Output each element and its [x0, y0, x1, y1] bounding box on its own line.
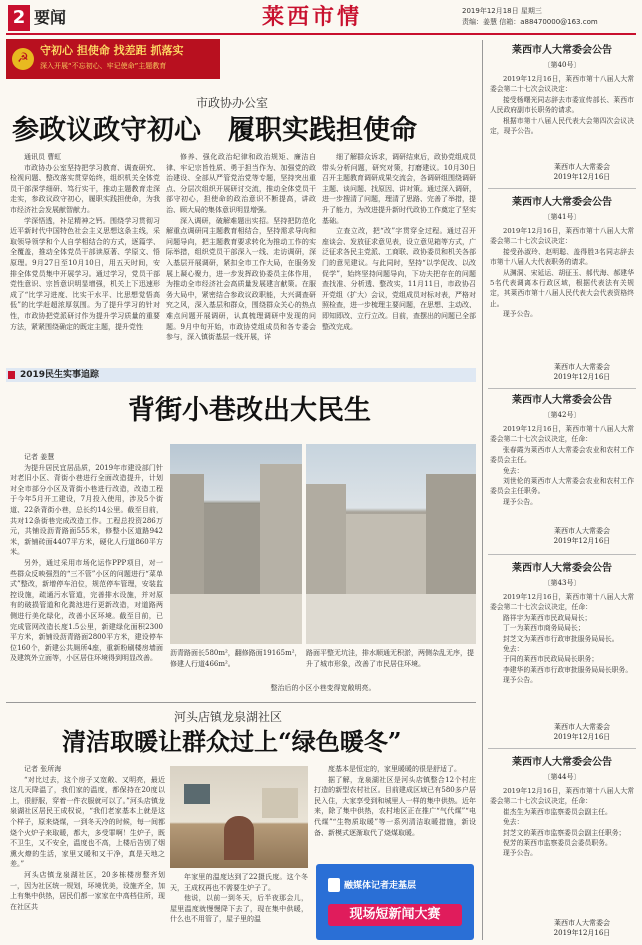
notice-date: 2019年12月16日	[553, 537, 611, 545]
banner-slogan: 守初心 担使命 找差距 抓落实	[40, 44, 184, 57]
article3-column-3	[314, 764, 476, 854]
contest-ad-line-1: 融媒体记者走基层	[344, 881, 417, 891]
notice-number: 〔第42号〕	[543, 411, 581, 419]
paragraph: 记者 张所海	[24, 765, 62, 773]
notice-44	[488, 756, 636, 942]
paragraph: 通讯员 曹虹	[24, 153, 62, 161]
paragraph: 路祥宇为莱西市民政局局长；	[503, 613, 592, 622]
notice-title: 莱西市人大常委会公告	[512, 395, 612, 406]
notice-40	[488, 44, 636, 184]
notice-title: 莱西市人大常委会公告	[512, 757, 612, 768]
paragraph: 年家里的温度达到了22摄氏度。这个冬天，王成权再也不需要生炉子了。	[170, 873, 308, 892]
paragraph: 他说，以前一到冬天，后半夜那会儿，屋里温度就慢慢降下去了，现在集中供暖，什么也不用管了，屋子里的温	[170, 894, 308, 924]
notice-signature: 莱西市人大常委会	[554, 919, 610, 927]
paragraph: 张春霞为莱西市人大常委会农业和农村工作委员会主任。	[490, 445, 634, 465]
notice-body	[490, 592, 634, 720]
notice-date: 2019年12月16日	[553, 733, 611, 741]
notice-number: 〔第40号〕	[543, 61, 581, 69]
paragraph: 从渊洞、宋延运、胡征玉、郝代海、郝建华5名代表调离本行政区域，根据代表法有关规定，其莱西市第十八届人民代表大会代表资格终止。	[490, 268, 634, 308]
newspaper-title: 莱西市情	[262, 4, 363, 30]
issue-date: 2019年12月18日 星期三	[462, 7, 542, 15]
party-emblem-icon: ☭	[12, 48, 34, 70]
notice-signature: 莱西市人大常委会	[554, 363, 610, 371]
alley-photo-2	[306, 444, 476, 644]
notice-body	[490, 786, 634, 916]
notice-separator	[488, 388, 636, 389]
paragraph: 免去：	[503, 818, 524, 827]
notice-signature: 莱西市人大常委会	[554, 163, 610, 171]
section-label: 2019民生实事追踪	[20, 370, 100, 380]
article1-column-3	[322, 152, 476, 357]
notice-42	[488, 394, 636, 548]
article1-headline: 参政议政守初心 履职实践担使命	[12, 115, 417, 146]
article1-column-1	[10, 152, 160, 357]
article2-body	[10, 452, 163, 712]
photo-caption-main: 整治后的小区小巷变得宽敞明亮。	[270, 684, 376, 692]
notice-separator	[488, 554, 636, 555]
paragraph: 免去：	[503, 645, 524, 654]
paragraph: 崔杰生为莱西市监察委员会副主任。	[503, 807, 612, 816]
notice-separator	[488, 188, 636, 189]
notice-signature: 莱西市人大常委会	[554, 527, 610, 535]
paragraph: 封芝文的莱西市监察委员会副主任职务；	[503, 828, 626, 837]
contest-ad-line-2: 现场短新闻大赛	[328, 904, 462, 926]
notice-43	[488, 562, 636, 742]
article3-column-1	[10, 764, 165, 942]
article2-headline: 背街小巷改出大民生	[128, 395, 371, 426]
paragraph: 封芝文为莱西市行政审批服务局局长。	[503, 634, 619, 643]
paragraph: 免去：	[503, 466, 524, 475]
section-name: 要闻	[34, 8, 67, 27]
notice-number: 〔第41号〕	[543, 213, 581, 221]
paragraph: 2019年12月16日，莱西市第十八届人大常委会第二十七次会议决定：	[490, 75, 634, 94]
paragraph: 根据市第十八届人民代表大会第四次会议决定，现予公告。	[490, 116, 634, 136]
paragraph: 记者 姜慧	[24, 453, 55, 461]
article-divider	[6, 702, 476, 703]
header-rule	[6, 33, 636, 35]
paragraph: 现予公告。	[503, 849, 537, 858]
paragraph: 度基本是恒定的，家里暖暖的很是舒适了。	[328, 765, 461, 773]
notice-number: 〔第44号〕	[543, 773, 581, 781]
paragraph: 接受孙淑玲、赵明聪、盖得胜3名同志辞去市第十八届人大代表职务的请求。	[490, 247, 634, 267]
paragraph: 现予公告。	[503, 310, 537, 319]
article1-column-2	[166, 152, 316, 357]
paragraph: 细了解群众诉求，调研结束后，政协党组成员带头分析问题，研究对策，打磨建议。10月30日召开主题教育调研成果交流会，各调研组围绕调研主题、谈问题、找原因、讲对策。通过深入调研，进一步搜清了问题，理清了思路、完善了举措，提升了能力，为改进提升新时代政协工作奠定了坚实基础。	[322, 153, 476, 225]
paragraph: 2019年12月16日，莱西市第十八届人大常委会第二十七次会议决定，任命：	[490, 787, 634, 806]
paragraph: 学深悟透，补足精神之钙。围绕学习贯彻习近平新时代中国特色社会主义思想这条主线，采取领导领学和个人自学相结合的方式，逐篇学、全覆盖，推动全体党员干部读原著、学原文、悟原理。9月27日至10月10日，用五天时间，安排全体党员集中开展学习。通过学习，党员干部党性意识、宗旨意识明显增强，机关上下迅速形成了“比学习进度、比实干水平、比思想觉悟高低”的比学赶超浓厚氛围。为了提升学习的针对性，市政协把党派研讨作为提升学习质量的重要方法，紧紧围绕确定的既定主题，提升党性	[10, 216, 160, 331]
notice-date: 2019年12月16日	[553, 373, 611, 381]
notice-signature: 莱西市人大常委会	[554, 723, 610, 731]
article3-kicker: 河头店镇龙泉湖社区	[174, 710, 283, 724]
article3-headline: 清洁取暖让群众过上“绿色暖冬”	[62, 727, 402, 756]
paragraph: 据了解，龙泉湖社区是河头店镇整合12个村庄打造的新型农村社区。目前建成区域已有580多户居民入住，大家享受到和城里人一样的集中供热。近年来，除了集中供热，农村地区正在推广“气代煤”“电代煤”“生物质取暖”等一系列清洁取暖措施，新设备、新模式逐渐取代了烧煤取暖。	[314, 775, 476, 837]
paragraph: 河头店镇龙泉湖社区，20多栋楼房整齐划一，因为社区统一规划，环境优美，设施齐全，加上有集中供热，居民们都一家家在中高档住所，现在社区共	[10, 870, 165, 911]
paragraph: 市政协办公室坚持把学习教育、调查研究、检视问题、整改落实贯穿始终，组织机关全体党员干部深学细研、笃行实干，推动主题教育走深走实，参政议政守初心，履职实践担使命，为我市经济社会发展献智献力。	[10, 163, 160, 214]
paragraph: 于同的莱西市民政局局长职务；	[503, 655, 599, 664]
contest-ad-icon	[328, 878, 340, 892]
resident-photo	[170, 766, 308, 868]
theme-banner	[6, 39, 220, 79]
paragraph: 立查立改，把“改”字贯穿全过程。通过召开座谈会、发放征求意见表，设立意见箱等方式，广泛征求各民主党派、工商联、政协委员和机关各部门的意见建议。与此同时，坚持“以学促改、以改促学”，始终坚持问题导向，下功夫把存在的问题查找准、分析透、整改实，11月11日，市政协召开党组（扩大）会议，党组成员对标对表，严格对照检查，进一步梳理主要问题，在思想、主动改、即知即改、立行立改。目前，查摆出的问题已全部整改完成。	[322, 227, 476, 331]
paragraph: 2019年12月16日，莱西市第十八届人大常委会第二十七次会议决定，任命：	[490, 593, 634, 612]
notice-title: 莱西市人大常委会公告	[512, 563, 612, 574]
article1-kicker: 市政协办公室	[196, 96, 269, 110]
paragraph: 丁一为莱西市商务局局长；	[503, 624, 585, 633]
article3-column-2	[170, 872, 308, 942]
notice-title: 莱西市人大常委会公告	[512, 45, 612, 56]
paragraph: 为提升居民宜居品质，2019年市建设部门针对老旧小区、背街小巷进行全面改造提升，计划对全市部分小区及背街小巷进行改造，改造工程于今年5月开工建设，7月投入使用，涉及5个街道、22条背街小巷，总长约14公里。截至目前，共对12条街巷完成改造工作。工程总投资286万元，共铺设沥青路面555米，修整小区道路942米，新铺砖面4407平方米，硬化人行道860平方米。	[10, 463, 163, 557]
notice-date: 2019年12月16日	[553, 173, 611, 181]
notice-41	[488, 196, 636, 386]
paragraph: 2019年12月16日，莱西市第十八届人大常委会第二十七次会议决定，任命：	[490, 425, 634, 444]
photo-caption-2: 路面平整无坑洼，排水顺通无积淤，两侧杂乱无序，提升了城市形象，改善了市民居住环境。	[306, 649, 474, 668]
notice-body	[490, 226, 634, 358]
paragraph: 2019年12月16日，莱西市第十八届人大常委会第二十七次会议决定：	[490, 227, 634, 246]
section-marker-icon	[8, 371, 15, 379]
paragraph: 倪芳的莱西市监察委员会委员职务。	[503, 839, 612, 848]
paragraph: 修养、强化政治纪律和政治规矩、廉洁自律、牢记宗旨性质、勇于担当作为、加强党的政治建设、全部从严管党治党等专题，坚持突出重点、分层次组织开展研讨交流，推动全体党员干部守初心，担使命的政治意识不断提高，讲政治、顾大局的集体意识明显增强。	[166, 153, 316, 214]
paragraph: 李建华的莱西市行政审批服务局局长职务。	[503, 665, 633, 674]
notice-body	[490, 74, 634, 160]
paragraph: 现予公告。	[503, 497, 537, 506]
paragraph: 现予公告。	[503, 676, 537, 685]
notice-date: 2019年12月16日	[553, 929, 611, 937]
notice-separator	[488, 748, 636, 749]
notice-title: 莱西市人大常委会公告	[512, 197, 612, 208]
paragraph: 接受杨曙光同志辞去市委宣传部长、莱西市人民政府副市长职务的请求。	[490, 95, 634, 115]
contest-ad	[316, 864, 474, 940]
editor-info: 责编：姜慧 信箱：a88470000@163.com	[462, 18, 598, 26]
notice-number: 〔第43号〕	[543, 579, 581, 587]
notice-body	[490, 424, 634, 524]
paragraph: 另外，通过采用市场化运作PPP项目，对一些群众反映强烈的“三不管”小区的问题进行“菜单式”整改，新增停车泊位，规范停车管理，安装监控设施，疏通污水管道，完善排水设施，并对原有的破损管道和化粪池进行更新改造，对道路两侧进行美化绿化，改善小区环境。截至目前，已完成管网改造长度1.5公里，新建绿化面积2300平方米，新铺设沥青路面2800平方米，建设停车位160个，新建公共厕所4座，重新粉刷楼房墙面及建筑外立面等，小区居住环境得到明显改善。	[10, 558, 163, 663]
alley-photo-1	[170, 444, 302, 644]
paragraph: 深入调研，破解难题出实招。坚持把防范化解重点调研同主题教育相结合，坚持需求导向和问题导向，把主题教育要求转化为推动工作的实际举措，组织党员干部深入一线、走访调研，深入基层开展调研，紧扣全市工作大局，在服务发展上凝心聚力，进一步发挥政协委员主体作用，为推动全市经济社会高质量发展建言献策。在服务大局中，紧密结合参政议政职能，大兴调查研究之风，深入基层和群众，围绕群众关心的热点难点问题开展调研，认真梳理调研中发现的问题。9月中旬开始，市政协党组成员和各专委会参与，深入镇街基层一线开展，详	[166, 216, 316, 342]
paragraph: “对比过去，这个房子又宽敞、又明亮，最近这几天降温了，我们家的温度，都保持在20度以上，很舒服，穿着一件衣服就可以了。”河头店镇龙泉湖社区居民王成权说，“我们老家基本上就是这个样子，原来烧煤，一到冬天冷的时候，每一间都烧个火炉子来取暖，都大，多受罪啊！生炉子，既不卫生，又不安全，温度也不高，上楼后告别了烟熏火燎的生活，家里又暖和又干净，真是天地之差。”	[10, 775, 165, 869]
photo-caption-1: 沥青路面长580m²，翻修路面19165m²，修建人行道466m²。	[170, 649, 302, 668]
banner-subtitle: 深入开展“不忘初心、牢记使命”主题教育	[40, 62, 167, 70]
paragraph: 刘世伦的莱西市人大常委会农业和农村工作委员会主任职务。	[490, 477, 634, 496]
column-divider	[482, 40, 483, 940]
page-number-badge: 2	[8, 5, 30, 31]
